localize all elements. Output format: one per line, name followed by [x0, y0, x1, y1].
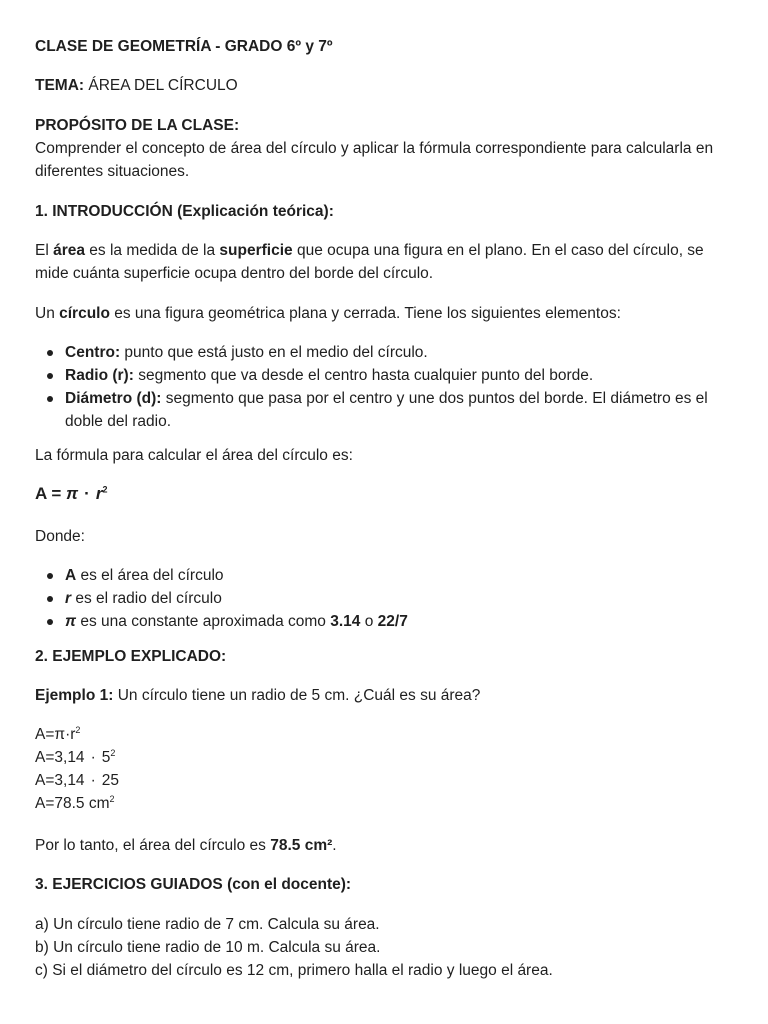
exercise-item: a) Un círculo tiene radio de 7 cm. Calcula su área.: [35, 916, 380, 933]
example-label: Ejemplo 1:: [35, 687, 114, 704]
purpose-heading-text: PROPÓSITO DE LA CLASE:: [35, 117, 240, 134]
topic-line: [35, 74, 734, 97]
example-question: [35, 684, 734, 707]
circle-elements-list: [35, 341, 734, 433]
calc-text: A=3,14: [35, 772, 85, 789]
definition-symbol: π: [65, 613, 77, 630]
text-run: que ocupa una figura en el plano. En el caso del círculo, se mide cuánta superficie ocupa dentro del borde del círculo.: [35, 242, 704, 282]
definitions-list: [35, 564, 734, 633]
element-term: Radio (r):: [65, 367, 134, 384]
definition-text: es el área del círculo: [76, 567, 224, 584]
calc-step: [35, 792, 734, 815]
conclusion-text: Por lo tanto, el área del círculo es: [35, 837, 271, 854]
list-item: [35, 564, 734, 587]
list-item: [35, 341, 734, 364]
area-formula: [35, 482, 734, 506]
calc-text: A=78.5 cm: [35, 795, 110, 812]
calc-exponent: 2: [75, 724, 81, 735]
calc-text: 25: [101, 772, 119, 789]
calc-step: [35, 723, 734, 746]
purpose-heading: [35, 114, 734, 137]
intro-heading: [35, 200, 734, 223]
text-run: Un: [35, 305, 60, 322]
definition-symbol: A: [65, 567, 77, 584]
bold-term-area: área: [53, 242, 85, 259]
area-definition-paragraph: [35, 239, 734, 285]
element-desc: segmento que va desde el centro hasta cualquier punto del borde.: [133, 367, 594, 384]
formula-exponent: 2: [102, 484, 108, 495]
example-heading: [35, 645, 734, 668]
calc-exponent: 2: [110, 747, 116, 758]
purpose-text: Comprender el concepto de área del círculo y aplicar la fórmula correspondiente para calcularla en diferentes situaciones.: [35, 140, 714, 180]
calc-step: [35, 746, 734, 769]
calc-text: A=3,14: [35, 749, 85, 766]
topic-label: TEMA:: [35, 77, 85, 94]
calc-dot: ·: [90, 772, 96, 789]
bold-term-circulo: círculo: [59, 305, 110, 322]
calc-step: [35, 769, 734, 792]
calc-text: A=π·r: [35, 726, 76, 743]
exercises-heading: [35, 873, 734, 896]
title-text: CLASE DE GEOMETRÍA - GRADO 6º y 7º: [35, 38, 333, 55]
formula-r: r: [95, 484, 103, 503]
list-item: [35, 364, 734, 387]
definition-text: es una constante aproximada como: [76, 613, 331, 630]
list-item: [35, 387, 734, 433]
bold-term-superficie: superficie: [219, 242, 293, 259]
example-heading-text: 2. EJEMPLO EXPLICADO:: [35, 648, 227, 665]
definition-symbol: r: [65, 590, 72, 607]
exercise-item: c) Si el diámetro del círculo es 12 cm, primero halla el radio y luego el área.: [35, 962, 553, 979]
example-conclusion: [35, 834, 734, 857]
text-run: es la medida de la: [85, 242, 220, 259]
circle-definition-paragraph: [35, 302, 734, 325]
definition-text: es el radio del círculo: [71, 590, 222, 607]
definition-text: o: [360, 613, 378, 630]
element-term: Diámetro (d):: [65, 390, 162, 407]
example-question-text: Un círculo tiene un radio de 5 cm. ¿Cuál es su área?: [113, 687, 481, 704]
calc-exponent: 2: [109, 793, 115, 804]
calc-dot: ·: [90, 749, 96, 766]
formula-intro: La fórmula para calcular el área del círculo es:: [35, 447, 353, 464]
calculation-steps: [35, 723, 734, 815]
element-desc: punto que está justo en el medio del círculo.: [120, 344, 428, 361]
formula-lhs: A =: [35, 484, 67, 503]
element-term: Centro:: [65, 344, 121, 361]
conclusion-value: 78.5 cm²: [270, 837, 333, 854]
text-run: El: [35, 242, 54, 259]
intro-heading-text: 1. INTRODUCCIÓN (Explicación teórica):: [35, 203, 334, 220]
exercise-item: b) Un círculo tiene radio de 10 m. Calcula su área.: [35, 939, 381, 956]
list-item: [35, 610, 734, 633]
text-run: es una figura geométrica plana y cerrada. Tiene los siguientes elementos:: [109, 305, 621, 322]
document-title: [35, 35, 734, 58]
donde-label: Donde:: [35, 528, 85, 545]
formula-dot: ·: [84, 484, 90, 503]
conclusion-end: .: [332, 837, 337, 854]
topic-value: ÁREA DEL CÍRCULO: [84, 77, 238, 94]
list-item: [35, 587, 734, 610]
exercises-list: [35, 913, 734, 982]
calc-text: 5: [101, 749, 111, 766]
element-desc: segmento que pasa por el centro y une dos puntos del borde. El diámetro es el doble del radio.: [65, 390, 708, 430]
exercises-heading-text: 3. EJERCICIOS GUIADOS (con el docente):: [35, 876, 352, 893]
pi-value-fraction: 22/7: [377, 613, 408, 630]
pi-value-decimal: 3.14: [330, 613, 361, 630]
formula-pi: π: [66, 484, 79, 503]
